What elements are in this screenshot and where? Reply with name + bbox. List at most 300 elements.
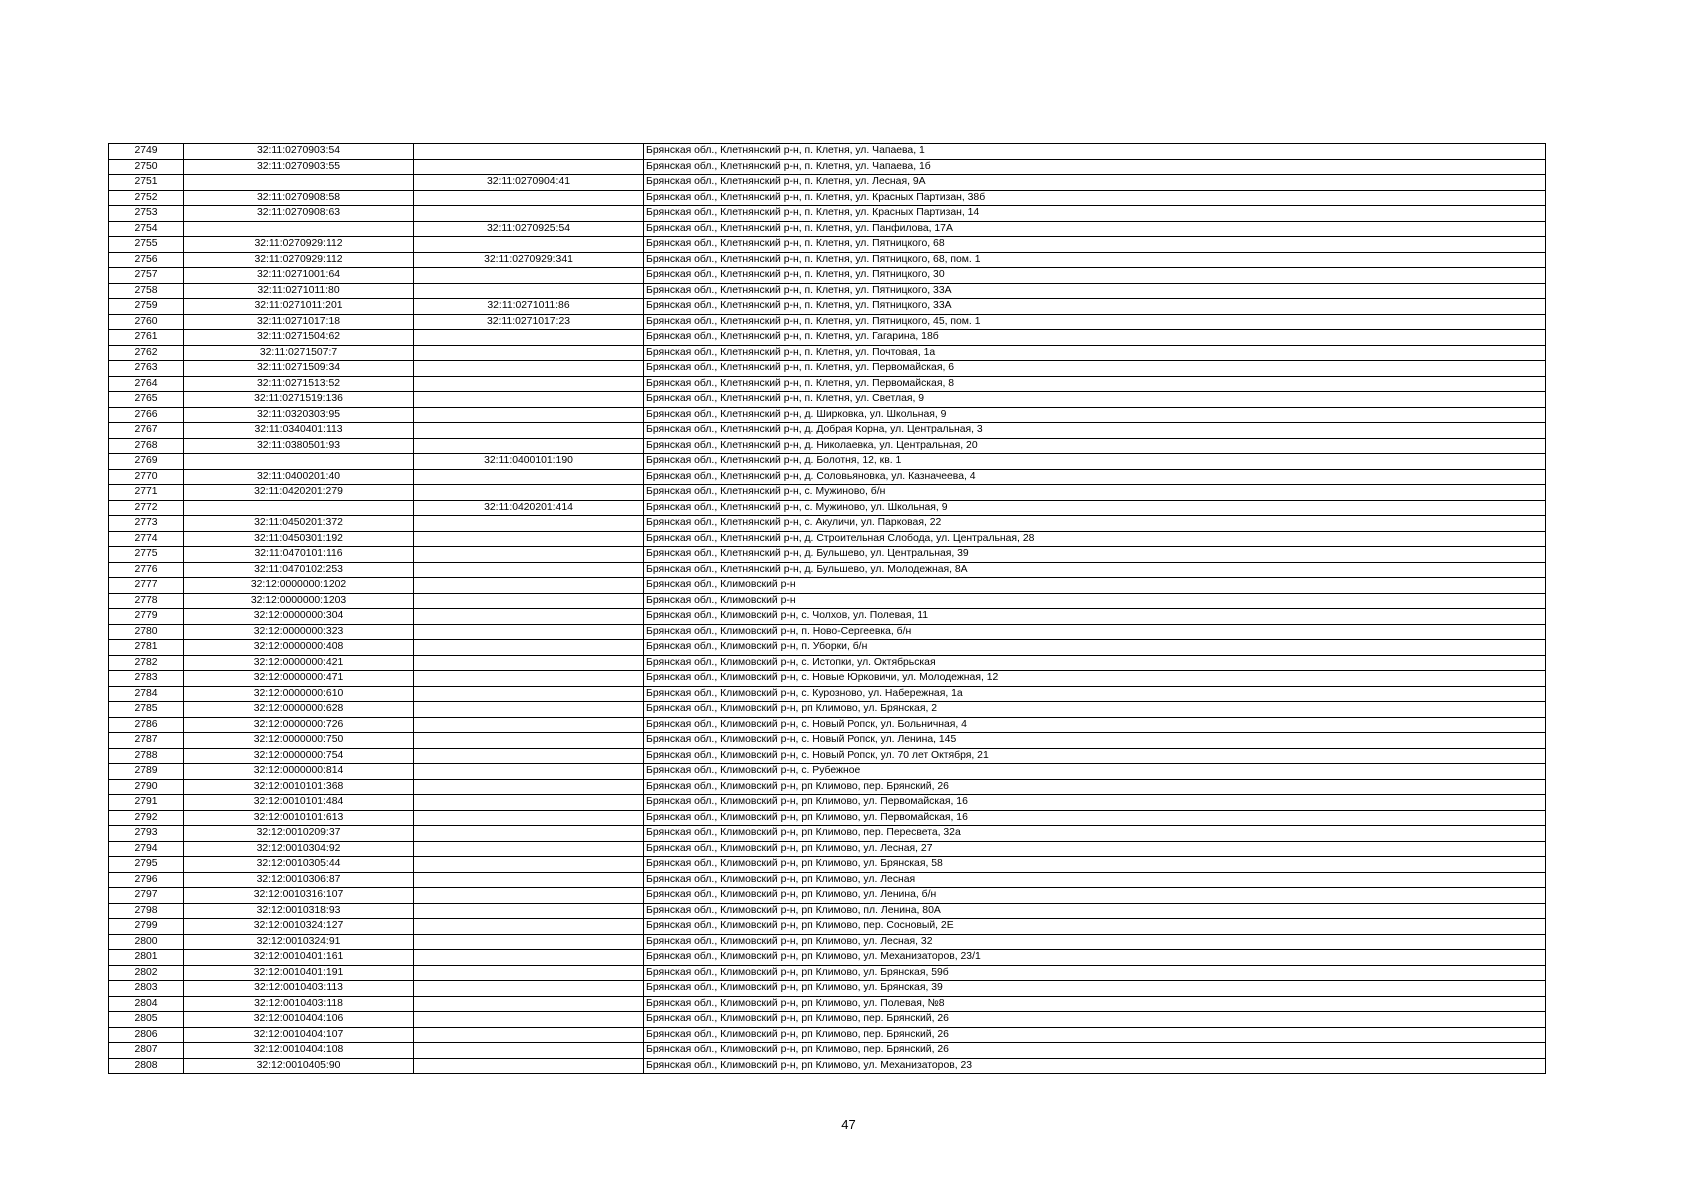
related-cadastral-number-cell: 32:11:0270929:341 <box>414 252 644 268</box>
address-cell: Брянская обл., Климовский р-н, рп Климово, ул. Лесная <box>644 872 1546 888</box>
related-cadastral-number-cell <box>414 919 644 935</box>
table-row <box>109 903 1546 919</box>
address-cell: Брянская обл., Клетнянский р-н, д. Болотня, 12, кв. 1 <box>644 454 1546 470</box>
table-row <box>109 283 1546 299</box>
table-row <box>109 779 1546 795</box>
cadastral-number-cell: 32:12:0010404:107 <box>184 1027 414 1043</box>
table-row <box>109 314 1546 330</box>
cadastral-number-cell: 32:11:0271504:62 <box>184 330 414 346</box>
cadastral-number-cell: 32:12:0010401:191 <box>184 965 414 981</box>
table-row <box>109 485 1546 501</box>
address-cell: Брянская обл., Климовский р-н, с. Новый Ропск, ул. 70 лет Октября, 21 <box>644 748 1546 764</box>
address-cell: Брянская обл., Климовский р-н <box>644 578 1546 594</box>
table-row <box>109 159 1546 175</box>
address-cell: Брянская обл., Климовский р-н, рп Климово, ул. Ленина, б/н <box>644 888 1546 904</box>
row-number-cell: 2789 <box>109 764 184 780</box>
table-row <box>109 423 1546 439</box>
row-number-cell: 2762 <box>109 345 184 361</box>
related-cadastral-number-cell <box>414 547 644 563</box>
row-number-cell: 2784 <box>109 686 184 702</box>
related-cadastral-number-cell <box>414 655 644 671</box>
table-row <box>109 221 1546 237</box>
cadastral-number-cell: 32:11:0450201:372 <box>184 516 414 532</box>
row-number-cell: 2763 <box>109 361 184 377</box>
row-number-cell: 2767 <box>109 423 184 439</box>
table-row <box>109 299 1546 315</box>
row-number-cell: 2751 <box>109 175 184 191</box>
address-cell: Брянская обл., Клетнянский р-н, п. Клетня, ул. Красных Партизан, 38б <box>644 190 1546 206</box>
address-cell: Брянская обл., Клетнянский р-н, п. Клетня, ул. Гагарина, 18б <box>644 330 1546 346</box>
cadastral-number-cell: 32:12:0010101:613 <box>184 810 414 826</box>
related-cadastral-number-cell: 32:11:0270925:54 <box>414 221 644 237</box>
row-number-cell: 2750 <box>109 159 184 175</box>
related-cadastral-number-cell <box>414 671 644 687</box>
address-cell: Брянская обл., Климовский р-н, рп Климово, ул. Механизаторов, 23/1 <box>644 950 1546 966</box>
cadastral-number-cell: 32:12:0010209:37 <box>184 826 414 842</box>
related-cadastral-number-cell <box>414 144 644 160</box>
table-row <box>109 671 1546 687</box>
address-cell: Брянская обл., Климовский р-н, рп Климово, ул. Брянская, 39 <box>644 981 1546 997</box>
related-cadastral-number-cell <box>414 888 644 904</box>
cadastral-number-cell: 32:12:0010401:161 <box>184 950 414 966</box>
address-cell: Брянская обл., Климовский р-н, рп Климово, ул. Брянская, 59б <box>644 965 1546 981</box>
address-cell: Брянская обл., Клетнянский р-н, п. Клетня, ул. Пятницкого, 30 <box>644 268 1546 284</box>
address-cell: Брянская обл., Климовский р-н, с. Чолхов, ул. Полевая, 11 <box>644 609 1546 625</box>
address-cell: Брянская обл., Климовский р-н, рп Климово, пл. Ленина, 80А <box>644 903 1546 919</box>
table-row <box>109 702 1546 718</box>
table-row <box>109 206 1546 222</box>
related-cadastral-number-cell <box>414 702 644 718</box>
address-cell: Брянская обл., Клетнянский р-н, п. Клетня, ул. Пятницкого, 33А <box>644 299 1546 315</box>
address-cell: Брянская обл., Клетнянский р-н, д. Николаевка, ул. Центральная, 20 <box>644 438 1546 454</box>
table-row <box>109 841 1546 857</box>
related-cadastral-number-cell <box>414 717 644 733</box>
address-cell: Брянская обл., Клетнянский р-н, с. Мужиново, ул. Школьная, 9 <box>644 500 1546 516</box>
table-row <box>109 733 1546 749</box>
address-cell: Брянская обл., Клетнянский р-н, п. Клетня, ул. Светлая, 9 <box>644 392 1546 408</box>
table-row <box>109 345 1546 361</box>
row-number-cell: 2797 <box>109 888 184 904</box>
row-number-cell: 2790 <box>109 779 184 795</box>
cadastral-number-cell: 32:12:0010404:106 <box>184 1012 414 1028</box>
address-cell: Брянская обл., Климовский р-н, с. Новый Ропск, ул. Ленина, 145 <box>644 733 1546 749</box>
cadastral-number-cell: 32:12:0000000:814 <box>184 764 414 780</box>
table-row <box>109 950 1546 966</box>
address-cell: Брянская обл., Клетнянский р-н, п. Клетня, ул. Чапаева, 1 <box>644 144 1546 160</box>
address-cell: Брянская обл., Климовский р-н, п. Уборки, б/н <box>644 640 1546 656</box>
cadastral-number-cell: 32:11:0270903:54 <box>184 144 414 160</box>
table-row <box>109 1043 1546 1059</box>
address-cell: Брянская обл., Клетнянский р-н, с. Мужиново, б/н <box>644 485 1546 501</box>
row-number-cell: 2775 <box>109 547 184 563</box>
cadastral-number-cell: 32:12:0000000:421 <box>184 655 414 671</box>
row-number-cell: 2792 <box>109 810 184 826</box>
cadastral-number-cell: 32:11:0270929:112 <box>184 237 414 253</box>
cadastral-number-cell: 32:11:0271509:34 <box>184 361 414 377</box>
cadastral-number-cell: 32:11:0270929:112 <box>184 252 414 268</box>
table-row <box>109 531 1546 547</box>
table-row <box>109 500 1546 516</box>
table-row <box>109 268 1546 284</box>
related-cadastral-number-cell <box>414 903 644 919</box>
address-cell: Брянская обл., Климовский р-н, рп Климово, пер. Сосновый, 2Е <box>644 919 1546 935</box>
cadastral-number-cell: 32:12:0010403:118 <box>184 996 414 1012</box>
table-row <box>109 857 1546 873</box>
row-number-cell: 2766 <box>109 407 184 423</box>
address-cell: Брянская обл., Климовский р-н, рп Климово, ул. Брянская, 58 <box>644 857 1546 873</box>
cadastral-number-cell: 32:12:0010316:107 <box>184 888 414 904</box>
row-number-cell: 2768 <box>109 438 184 454</box>
related-cadastral-number-cell <box>414 206 644 222</box>
table-row <box>109 686 1546 702</box>
row-number-cell: 2808 <box>109 1058 184 1074</box>
address-cell: Брянская обл., Климовский р-н, рп Климово, ул. Лесная, 27 <box>644 841 1546 857</box>
cadastral-number-cell: 32:12:0000000:750 <box>184 733 414 749</box>
related-cadastral-number-cell <box>414 609 644 625</box>
related-cadastral-number-cell <box>414 485 644 501</box>
table-row <box>109 872 1546 888</box>
row-number-cell: 2770 <box>109 469 184 485</box>
cadastral-number-cell: 32:11:0450301:192 <box>184 531 414 547</box>
row-number-cell: 2773 <box>109 516 184 532</box>
related-cadastral-number-cell <box>414 578 644 594</box>
related-cadastral-number-cell <box>414 965 644 981</box>
row-number-cell: 2802 <box>109 965 184 981</box>
address-cell: Брянская обл., Климовский р-н, п. Ново-Сергеевка, б/н <box>644 624 1546 640</box>
address-cell: Брянская обл., Клетнянский р-н, п. Клетня, ул. Первомайская, 8 <box>644 376 1546 392</box>
table-row <box>109 190 1546 206</box>
address-cell: Брянская обл., Клетнянский р-н, п. Клетня, ул. Лесная, 9А <box>644 175 1546 191</box>
related-cadastral-number-cell <box>414 640 644 656</box>
address-cell: Брянская обл., Клетнянский р-н, д. Бульшево, ул. Центральная, 39 <box>644 547 1546 563</box>
row-number-cell: 2749 <box>109 144 184 160</box>
table-row <box>109 547 1546 563</box>
cadastral-number-cell: 32:11:0380501:93 <box>184 438 414 454</box>
cadastral-number-cell: 32:12:0010306:87 <box>184 872 414 888</box>
address-cell: Брянская обл., Клетнянский р-н, п. Клетня, ул. Чапаева, 1б <box>644 159 1546 175</box>
table-row <box>109 1027 1546 1043</box>
address-cell: Брянская обл., Клетнянский р-н, п. Клетня, ул. Пятницкого, 68 <box>644 237 1546 253</box>
related-cadastral-number-cell: 32:11:0271011:86 <box>414 299 644 315</box>
row-number-cell: 2765 <box>109 392 184 408</box>
table-row <box>109 376 1546 392</box>
table-row <box>109 1058 1546 1074</box>
row-number-cell: 2774 <box>109 531 184 547</box>
row-number-cell: 2806 <box>109 1027 184 1043</box>
row-number-cell: 2771 <box>109 485 184 501</box>
related-cadastral-number-cell <box>414 237 644 253</box>
table-row <box>109 330 1546 346</box>
row-number-cell: 2756 <box>109 252 184 268</box>
address-cell: Брянская обл., Климовский р-н, с. Курозново, ул. Набережная, 1а <box>644 686 1546 702</box>
address-cell: Брянская обл., Климовский р-н, рп Климово, ул. Механизаторов, 23 <box>644 1058 1546 1074</box>
cadastral-number-cell: 32:11:0270908:63 <box>184 206 414 222</box>
related-cadastral-number-cell <box>414 1058 644 1074</box>
table-row <box>109 175 1546 191</box>
related-cadastral-number-cell <box>414 268 644 284</box>
address-cell: Брянская обл., Климовский р-н, рп Климово, пер. Брянский, 26 <box>644 1012 1546 1028</box>
table-row <box>109 609 1546 625</box>
cadastral-number-cell: 32:11:0271001:64 <box>184 268 414 284</box>
related-cadastral-number-cell <box>414 423 644 439</box>
table-row <box>109 919 1546 935</box>
address-cell: Брянская обл., Климовский р-н, рп Климово, ул. Брянская, 2 <box>644 702 1546 718</box>
table-row <box>109 640 1546 656</box>
table-row <box>109 826 1546 842</box>
cadastral-number-cell <box>184 175 414 191</box>
related-cadastral-number-cell <box>414 438 644 454</box>
row-number-cell: 2798 <box>109 903 184 919</box>
cadastral-number-cell: 32:12:0000000:304 <box>184 609 414 625</box>
row-number-cell: 2752 <box>109 190 184 206</box>
related-cadastral-number-cell <box>414 159 644 175</box>
table-row <box>109 965 1546 981</box>
address-cell: Брянская обл., Клетнянский р-н, п. Клетня, ул. Первомайская, 6 <box>644 361 1546 377</box>
cadastral-number-cell: 32:12:0010101:484 <box>184 795 414 811</box>
row-number-cell: 2801 <box>109 950 184 966</box>
address-cell: Брянская обл., Клетнянский р-н, с. Акуличи, ул. Парковая, 22 <box>644 516 1546 532</box>
cadastral-number-cell: 32:11:0271011:80 <box>184 283 414 299</box>
related-cadastral-number-cell <box>414 826 644 842</box>
address-cell: Брянская обл., Клетнянский р-н, д. Бульшево, ул. Молодежная, 8А <box>644 562 1546 578</box>
related-cadastral-number-cell <box>414 1027 644 1043</box>
address-cell: Брянская обл., Клетнянский р-н, п. Клетня, ул. Пятницкого, 68, пом. 1 <box>644 252 1546 268</box>
row-number-cell: 2760 <box>109 314 184 330</box>
row-number-cell: 2793 <box>109 826 184 842</box>
row-number-cell: 2754 <box>109 221 184 237</box>
page-number: 47 <box>841 1117 856 1132</box>
related-cadastral-number-cell: 32:11:0270904:41 <box>414 175 644 191</box>
property-registry-table <box>108 143 1546 1074</box>
cadastral-number-cell: 32:12:0000000:628 <box>184 702 414 718</box>
related-cadastral-number-cell <box>414 934 644 950</box>
row-number-cell: 2783 <box>109 671 184 687</box>
cadastral-number-cell: 32:12:0010305:44 <box>184 857 414 873</box>
table-row <box>109 795 1546 811</box>
table-row <box>109 144 1546 160</box>
table-row <box>109 717 1546 733</box>
cadastral-number-cell: 32:12:0010304:92 <box>184 841 414 857</box>
row-number-cell: 2769 <box>109 454 184 470</box>
row-number-cell: 2803 <box>109 981 184 997</box>
cadastral-number-cell: 32:11:0470102:253 <box>184 562 414 578</box>
row-number-cell: 2795 <box>109 857 184 873</box>
table-row <box>109 516 1546 532</box>
address-cell: Брянская обл., Климовский р-н, с. Новые Юрковичи, ул. Молодежная, 12 <box>644 671 1546 687</box>
table-row <box>109 748 1546 764</box>
table-row <box>109 252 1546 268</box>
address-cell: Брянская обл., Клетнянский р-н, д. Ширковка, ул. Школьная, 9 <box>644 407 1546 423</box>
related-cadastral-number-cell <box>414 841 644 857</box>
row-number-cell: 2753 <box>109 206 184 222</box>
cadastral-number-cell: 32:12:0010403:113 <box>184 981 414 997</box>
cadastral-number-cell: 32:12:0010405:90 <box>184 1058 414 1074</box>
address-cell: Брянская обл., Клетнянский р-н, п. Клетня, ул. Панфилова, 17А <box>644 221 1546 237</box>
cadastral-number-cell: 32:11:0270903:55 <box>184 159 414 175</box>
related-cadastral-number-cell <box>414 283 644 299</box>
address-cell: Брянская обл., Климовский р-н, рп Климово, ул. Первомайская, 16 <box>644 810 1546 826</box>
row-number-cell: 2781 <box>109 640 184 656</box>
related-cadastral-number-cell <box>414 779 644 795</box>
row-number-cell: 2776 <box>109 562 184 578</box>
table-row <box>109 655 1546 671</box>
table-row <box>109 469 1546 485</box>
row-number-cell: 2782 <box>109 655 184 671</box>
related-cadastral-number-cell <box>414 361 644 377</box>
table-row <box>109 392 1546 408</box>
related-cadastral-number-cell <box>414 190 644 206</box>
related-cadastral-number-cell <box>414 562 644 578</box>
related-cadastral-number-cell: 32:11:0420201:414 <box>414 500 644 516</box>
table-row <box>109 934 1546 950</box>
row-number-cell: 2807 <box>109 1043 184 1059</box>
row-number-cell: 2800 <box>109 934 184 950</box>
row-number-cell: 2758 <box>109 283 184 299</box>
address-cell: Брянская обл., Климовский р-н, рп Климово, ул. Первомайская, 16 <box>644 795 1546 811</box>
cadastral-number-cell: 32:12:0010324:91 <box>184 934 414 950</box>
cadastral-number-cell: 32:12:0010404:108 <box>184 1043 414 1059</box>
row-number-cell: 2796 <box>109 872 184 888</box>
row-number-cell: 2805 <box>109 1012 184 1028</box>
address-cell: Брянская обл., Клетнянский р-н, п. Клетня, ул. Почтовая, 1а <box>644 345 1546 361</box>
cadastral-number-cell: 32:11:0270908:58 <box>184 190 414 206</box>
cadastral-number-cell: 32:11:0271513:52 <box>184 376 414 392</box>
related-cadastral-number-cell <box>414 330 644 346</box>
cadastral-number-cell: 32:11:0271519:136 <box>184 392 414 408</box>
row-number-cell: 2777 <box>109 578 184 594</box>
cadastral-number-cell: 32:11:0271017:18 <box>184 314 414 330</box>
row-number-cell: 2780 <box>109 624 184 640</box>
address-cell: Брянская обл., Климовский р-н, рп Климово, пер. Брянский, 26 <box>644 1027 1546 1043</box>
cadastral-number-cell: 32:11:0340401:113 <box>184 423 414 439</box>
cadastral-number-cell <box>184 500 414 516</box>
table-row <box>109 996 1546 1012</box>
address-cell: Брянская обл., Клетнянский р-н, п. Клетня, ул. Красных Партизан, 14 <box>644 206 1546 222</box>
related-cadastral-number-cell: 32:11:0400101:190 <box>414 454 644 470</box>
related-cadastral-number-cell <box>414 392 644 408</box>
related-cadastral-number-cell <box>414 857 644 873</box>
row-number-cell: 2804 <box>109 996 184 1012</box>
table-row <box>109 981 1546 997</box>
address-cell: Брянская обл., Климовский р-н, с. Рубежное <box>644 764 1546 780</box>
table-row <box>109 624 1546 640</box>
cadastral-number-cell: 32:12:0000000:471 <box>184 671 414 687</box>
related-cadastral-number-cell <box>414 748 644 764</box>
related-cadastral-number-cell <box>414 407 644 423</box>
table-row <box>109 593 1546 609</box>
related-cadastral-number-cell <box>414 950 644 966</box>
cadastral-number-cell: 32:12:0000000:1203 <box>184 593 414 609</box>
related-cadastral-number-cell <box>414 764 644 780</box>
row-number-cell: 2772 <box>109 500 184 516</box>
row-number-cell: 2791 <box>109 795 184 811</box>
address-cell: Брянская обл., Климовский р-н, с. Новый Ропск, ул. Больничная, 4 <box>644 717 1546 733</box>
table-row <box>109 888 1546 904</box>
related-cadastral-number-cell <box>414 624 644 640</box>
row-number-cell: 2786 <box>109 717 184 733</box>
row-number-cell: 2779 <box>109 609 184 625</box>
row-number-cell: 2799 <box>109 919 184 935</box>
cadastral-number-cell: 32:11:0470101:116 <box>184 547 414 563</box>
table-row <box>109 407 1546 423</box>
table-row <box>109 438 1546 454</box>
row-number-cell: 2755 <box>109 237 184 253</box>
related-cadastral-number-cell <box>414 733 644 749</box>
cadastral-number-cell <box>184 221 414 237</box>
row-number-cell: 2761 <box>109 330 184 346</box>
table-row <box>109 578 1546 594</box>
related-cadastral-number-cell: 32:11:0271017:23 <box>414 314 644 330</box>
related-cadastral-number-cell <box>414 376 644 392</box>
cadastral-number-cell: 32:12:0010324:127 <box>184 919 414 935</box>
address-cell: Брянская обл., Климовский р-н, рп Климово, пер. Брянский, 26 <box>644 779 1546 795</box>
address-cell: Брянская обл., Клетнянский р-н, д. Соловьяновка, ул. Казначеева, 4 <box>644 469 1546 485</box>
cadastral-number-cell <box>184 454 414 470</box>
cadastral-number-cell: 32:11:0271011:201 <box>184 299 414 315</box>
cadastral-number-cell: 32:12:0000000:323 <box>184 624 414 640</box>
table-row <box>109 361 1546 377</box>
address-cell: Брянская обл., Климовский р-н, с. Истопки, ул. Октябрьская <box>644 655 1546 671</box>
row-number-cell: 2785 <box>109 702 184 718</box>
related-cadastral-number-cell <box>414 531 644 547</box>
row-number-cell: 2788 <box>109 748 184 764</box>
related-cadastral-number-cell <box>414 795 644 811</box>
cadastral-number-cell: 32:12:0010318:93 <box>184 903 414 919</box>
table-row <box>109 1012 1546 1028</box>
related-cadastral-number-cell <box>414 345 644 361</box>
table-row <box>109 764 1546 780</box>
table-row <box>109 562 1546 578</box>
row-number-cell: 2778 <box>109 593 184 609</box>
address-cell: Брянская обл., Климовский р-н, рп Климово, пер. Брянский, 26 <box>644 1043 1546 1059</box>
cadastral-number-cell: 32:12:0000000:754 <box>184 748 414 764</box>
cadastral-number-cell: 32:12:0000000:610 <box>184 686 414 702</box>
table-row <box>109 810 1546 826</box>
cadastral-number-cell: 32:12:0000000:1202 <box>184 578 414 594</box>
related-cadastral-number-cell <box>414 1012 644 1028</box>
cadastral-number-cell: 32:11:0320303:95 <box>184 407 414 423</box>
address-cell: Брянская обл., Клетнянский р-н, д. Строительная Слобода, ул. Центральная, 28 <box>644 531 1546 547</box>
row-number-cell: 2759 <box>109 299 184 315</box>
related-cadastral-number-cell <box>414 981 644 997</box>
address-cell: Брянская обл., Клетнянский р-н, д. Добрая Корна, ул. Центральная, 3 <box>644 423 1546 439</box>
address-cell: Брянская обл., Климовский р-н <box>644 593 1546 609</box>
related-cadastral-number-cell <box>414 469 644 485</box>
row-number-cell: 2764 <box>109 376 184 392</box>
cadastral-number-cell: 32:12:0010101:368 <box>184 779 414 795</box>
related-cadastral-number-cell <box>414 810 644 826</box>
table-row <box>109 237 1546 253</box>
address-cell: Брянская обл., Клетнянский р-н, п. Клетня, ул. Пятницкого, 45, пом. 1 <box>644 314 1546 330</box>
row-number-cell: 2794 <box>109 841 184 857</box>
table-row <box>109 454 1546 470</box>
related-cadastral-number-cell <box>414 996 644 1012</box>
cadastral-number-cell: 32:11:0400201:40 <box>184 469 414 485</box>
related-cadastral-number-cell <box>414 872 644 888</box>
related-cadastral-number-cell <box>414 516 644 532</box>
row-number-cell: 2787 <box>109 733 184 749</box>
related-cadastral-number-cell <box>414 1043 644 1059</box>
registry-table-body <box>109 144 1546 1074</box>
related-cadastral-number-cell <box>414 593 644 609</box>
address-cell: Брянская обл., Климовский р-н, рп Климово, пер. Пересвета, 32а <box>644 826 1546 842</box>
cadastral-number-cell: 32:12:0000000:726 <box>184 717 414 733</box>
related-cadastral-number-cell <box>414 686 644 702</box>
address-cell: Брянская обл., Клетнянский р-н, п. Клетня, ул. Пятницкого, 33А <box>644 283 1546 299</box>
row-number-cell: 2757 <box>109 268 184 284</box>
cadastral-number-cell: 32:11:0271507:7 <box>184 345 414 361</box>
cadastral-number-cell: 32:11:0420201:279 <box>184 485 414 501</box>
